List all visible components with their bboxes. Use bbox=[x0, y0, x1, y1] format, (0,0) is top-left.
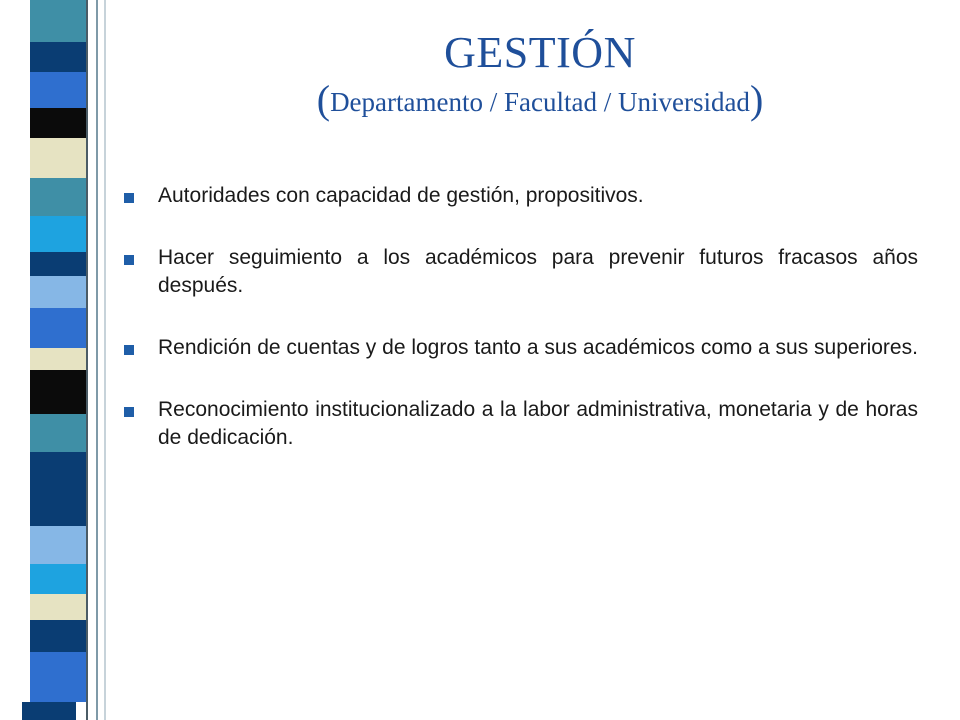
bullet-text: Hacer seguimiento a los académicos para prevenir futuros fracasos años después. bbox=[158, 246, 918, 297]
colored-block-column bbox=[30, 0, 86, 720]
color-block bbox=[30, 216, 86, 252]
color-block bbox=[30, 526, 86, 564]
color-block bbox=[30, 472, 86, 526]
color-block bbox=[30, 178, 86, 216]
bullet-item bbox=[124, 244, 918, 300]
square-bullet-icon bbox=[124, 255, 134, 265]
color-block bbox=[30, 652, 86, 702]
color-block bbox=[30, 108, 86, 138]
color-block bbox=[30, 564, 86, 594]
color-block bbox=[30, 348, 86, 370]
bullet-item bbox=[124, 334, 918, 362]
color-block bbox=[30, 370, 86, 414]
title-subtitle: Departamento / Facultad / Universidad bbox=[330, 86, 750, 117]
bullet-item bbox=[124, 396, 918, 452]
decorative-left-strip bbox=[0, 0, 108, 720]
color-block bbox=[30, 0, 86, 42]
strip-divider-line bbox=[96, 0, 98, 720]
title-open-paren: ( bbox=[316, 76, 331, 122]
bullet-list bbox=[124, 182, 918, 486]
bullet-text: Reconocimiento institucionalizado a la labor administrativa, monetaria y de horas de dedicación. bbox=[158, 398, 918, 449]
color-block bbox=[30, 252, 86, 276]
color-block bbox=[22, 702, 76, 720]
color-block bbox=[30, 452, 86, 472]
square-bullet-icon bbox=[124, 193, 134, 203]
color-block bbox=[30, 620, 86, 652]
square-bullet-icon bbox=[124, 345, 134, 355]
color-block bbox=[30, 138, 86, 178]
color-block bbox=[30, 308, 86, 348]
strip-divider-line bbox=[86, 0, 88, 720]
bullet-text: Rendición de cuentas y de logros tanto a sus académicos como a sus superiores. bbox=[158, 336, 918, 359]
title-main: GESTIÓN bbox=[444, 28, 636, 77]
strip-divider-line bbox=[104, 0, 106, 720]
title-subtitle-line bbox=[180, 77, 900, 123]
title-close-paren: ) bbox=[749, 76, 764, 122]
bullet-item bbox=[124, 182, 918, 210]
square-bullet-icon bbox=[124, 407, 134, 417]
color-block bbox=[30, 72, 86, 108]
slide-title bbox=[180, 28, 900, 123]
bullet-text: Autoridades con capacidad de gestión, propositivos. bbox=[158, 184, 644, 207]
color-block bbox=[30, 42, 86, 72]
color-block bbox=[30, 414, 86, 452]
color-block bbox=[30, 276, 86, 308]
color-block bbox=[30, 594, 86, 620]
